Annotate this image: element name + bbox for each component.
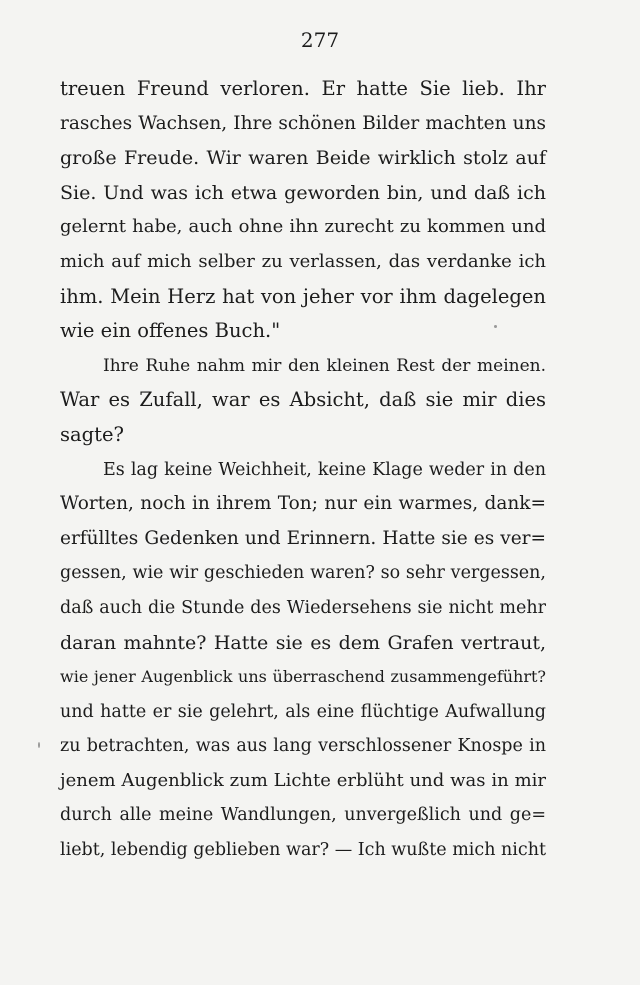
scan-speck	[38, 742, 40, 748]
text-line: daran mahnte? Hatte sie es dem Grafen vertraut,	[60, 631, 546, 654]
text-line: gelernt habe, auch ohne ihn zurecht zu kommen und	[60, 216, 546, 238]
text-line: Sie. Und was ich etwa geworden bin, und daß ich	[60, 181, 546, 204]
text-line: mich auf mich selber zu verlassen, das verdanke ich	[60, 250, 546, 272]
text-line: daß auch die Stunde des Wiedersehens sie nicht mehr	[60, 597, 546, 618]
text-line: zu betrachten, was aus lang verschlossener Knospe in	[60, 736, 546, 757]
body-text	[60, 72, 546, 868]
text-line: Worten, noch in ihrem Ton; nur ein warmes, dank=	[60, 493, 546, 515]
text-line: War es Zufall, war es Absicht, daß sie mir dies	[60, 388, 546, 412]
text-line: ihm. Mein Herz hat von jeher vor ihm dagelegen	[60, 284, 546, 308]
text-line: Ihre Ruhe nahm mir den kleinen Rest der meinen.	[103, 355, 546, 376]
text-line: erfülltes Gedenken und Erinnern. Hatte sie es ver=	[60, 527, 546, 549]
page-number: 277	[300, 28, 340, 52]
text-line: wie jener Augenblick uns überraschend zusammengeführt?	[60, 667, 546, 687]
text-line: große Freude. Wir waren Beide wirklich stolz auf	[60, 147, 546, 170]
text-line: rasches Wachsen, Ihre schönen Bilder machten uns	[60, 112, 546, 134]
text-line: jenem Augenblick zum Lichte erblüht und was in mir	[60, 769, 546, 791]
text-line: sagte?	[60, 422, 124, 446]
text-line: gessen, wie wir geschieden waren? so sehr vergessen,	[60, 563, 546, 584]
text-line: treuen Freund verloren. Er hatte Sie lieb. Ihr	[60, 77, 546, 100]
text-line: Es lag keine Weichheit, keine Klage weder in den	[103, 459, 546, 480]
text-line: wie ein offenes Buch."	[60, 319, 281, 343]
text-line: liebt, lebendig geblieben war? — Ich wußte mich nicht	[60, 840, 546, 861]
text-line: durch alle meine Wandlungen, unvergeßlich und ge=	[60, 805, 546, 826]
text-line: und hatte er sie gelehrt, als eine flüchtige Aufwallung	[60, 701, 546, 722]
scan-speck	[494, 325, 497, 328]
